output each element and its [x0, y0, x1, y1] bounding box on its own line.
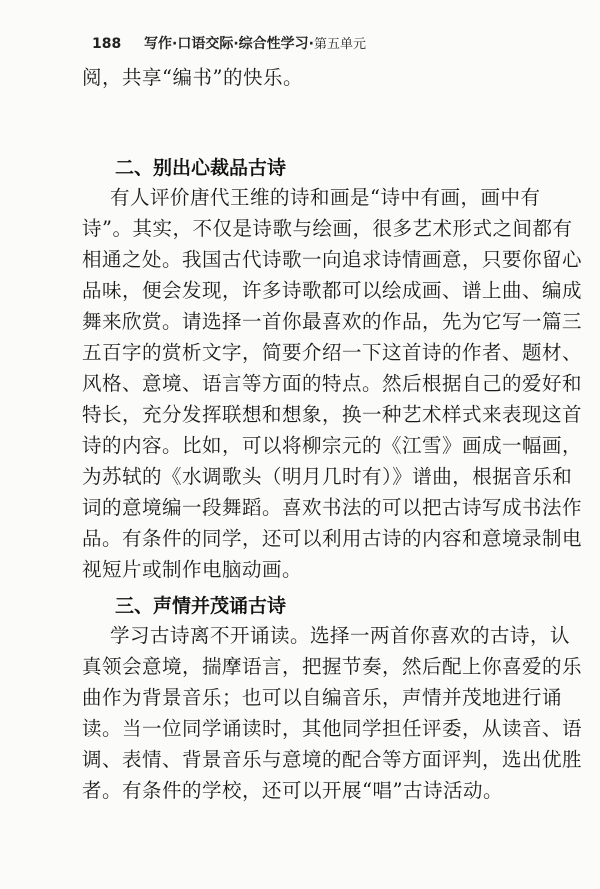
- paragraph-line: 调、表情、背景音乐与意境的配合等方面评判，选出优胜: [82, 748, 583, 771]
- paragraph-line: 诗”。其实，不仅是诗歌与绘画，很多艺术形式之间都有: [82, 217, 573, 240]
- paragraph-line: 舞来欣赏。请选择一首你最喜欢的作品，先为它写一篇三: [82, 310, 583, 333]
- paragraph-line: 曲作为背景音乐；也可以自编音乐，声情并茂地进行诵: [82, 686, 563, 709]
- section-heading-2: 二、别出心裁品古诗: [115, 157, 287, 179]
- intro-line: 阅，共享“编书”的快乐。: [82, 66, 303, 89]
- paragraph-line: 真领会意境，揣摩语言，把握节奏，然后配上你喜爱的乐: [82, 655, 583, 678]
- paragraph-line: 读。当一位同学诵读时，其他同学担任评委，从读音、语: [82, 717, 583, 740]
- page-header: [92, 33, 366, 53]
- running-title: 写作·口语交际·综合性学习·: [144, 36, 314, 52]
- paragraph-line: 学习古诗离不开诵读。选择一两首你喜欢的古诗，认: [110, 624, 571, 647]
- paragraph-line: 有人评价唐代王维的诗和画是“诗中有画，画中有: [110, 186, 541, 209]
- page-number: 188: [92, 36, 122, 52]
- paragraph-line: 词的意境编一段舞蹈。喜欢书法的可以把古诗写成书法作: [82, 496, 583, 519]
- paragraph-line: 诗的内容。比如，可以将柳宗元的《江雪》画成一幅画，: [82, 434, 583, 457]
- paragraph-line: 相通之处。我国古代诗歌一向追求诗情画意，只要你留心: [82, 248, 583, 271]
- unit-label: 第五单元: [313, 37, 366, 52]
- paragraph-line: 品。有条件的同学，还可以利用古诗的内容和意境录制电: [82, 527, 583, 550]
- paragraph-line: 为苏轼的《水调歌头（明月几时有）》谱曲，根据音乐和: [82, 465, 573, 488]
- paragraph-line: 品味，便会发现，许多诗歌都可以绘成画、谱上曲、编成: [82, 279, 583, 302]
- paragraph-line: 五百字的赏析文字，简要介绍一下这首诗的作者、题材、: [82, 341, 583, 364]
- paragraph-line: 视短片或制作电脑动画。: [82, 558, 303, 581]
- paragraph-line: 风格、意境、语言等方面的特点。然后根据自己的爱好和: [82, 372, 583, 395]
- paragraph-line: 特长，充分发挥联想和想象，换一种艺术样式来表现这首: [82, 403, 583, 426]
- section-heading-3: 三、声情并茂诵古诗: [115, 595, 287, 617]
- paragraph-line: 者。有条件的学校，还可以开展“唱”古诗活动。: [82, 779, 503, 802]
